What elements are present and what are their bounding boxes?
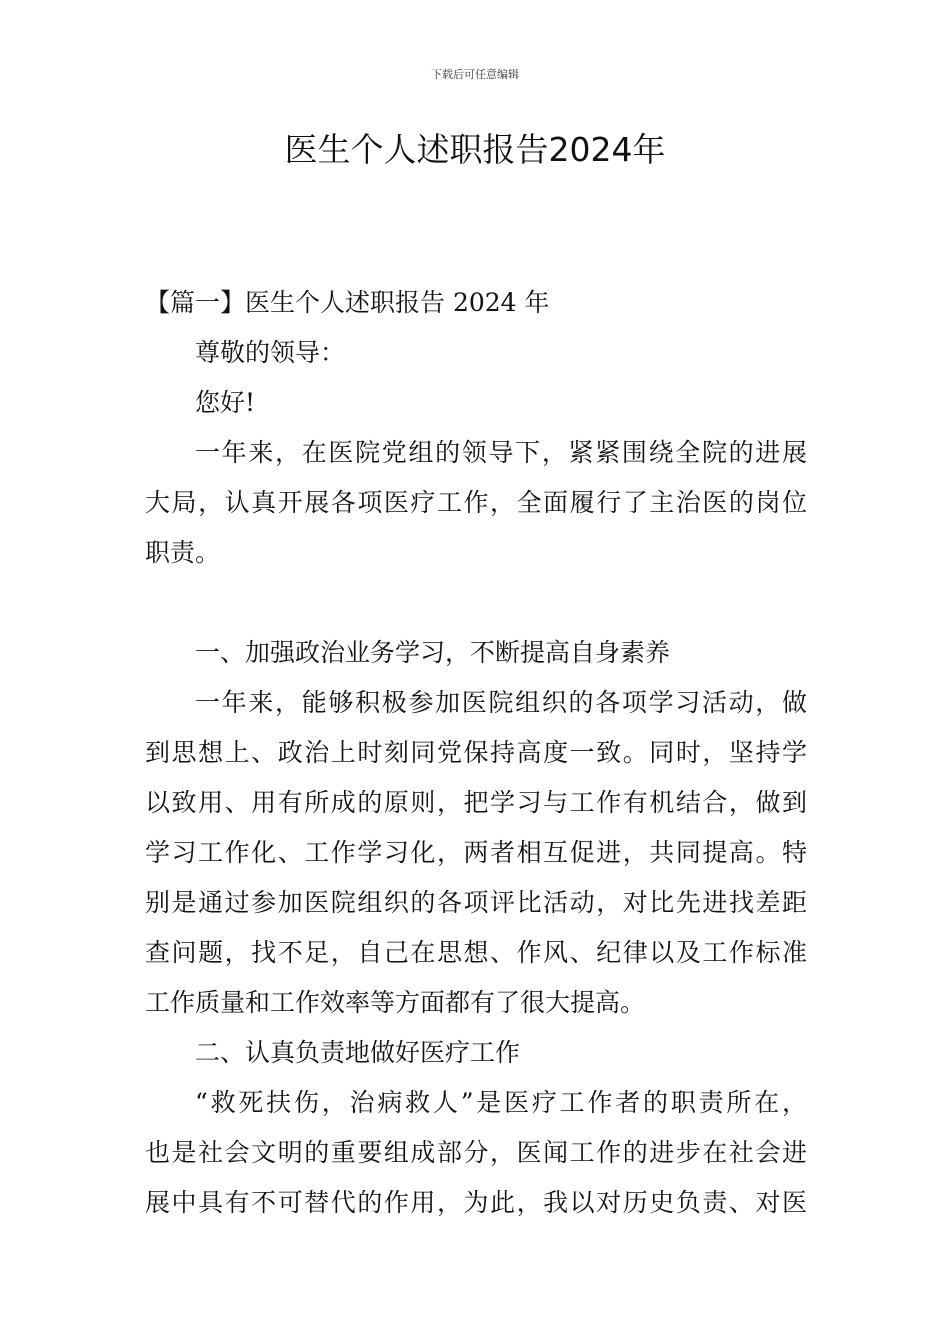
paragraph-spacer: [145, 578, 807, 628]
paragraph-2: [145, 1078, 807, 1228]
document-body: [145, 278, 807, 1228]
section-heading: 【篇一】医生个人述职报告 2024 年: [145, 288, 550, 317]
intro-paragraph: [145, 428, 807, 578]
paragraph-line: 查问题，找不足，自己在思想、作风、纪律以及工作标准: [145, 938, 807, 967]
paragraph-line: 也是社会文明的重要组成部分，医闻工作的进步在社会进: [145, 1138, 807, 1167]
section-heading-2: 二、认真负责地做好医疗工作: [195, 1038, 521, 1067]
paragraph-line: “救死扶伤，治病救人”是医疗工作者的职责所在，: [195, 1088, 807, 1117]
document-title: 医生个人述职报告2024年: [284, 130, 666, 169]
paragraph-line: 学习工作化、工作学习化，两者相互促进，共同提高。特: [145, 838, 807, 867]
paragraph-line: 一年来，能够积极参加医院组织的各项学习活动，做: [195, 688, 807, 717]
paragraph-line: 职责。: [145, 538, 221, 567]
paragraph-line: 工作质量和工作效率等方面都有了很大提高。: [145, 988, 646, 1017]
header-note: 下载后可任意编辑: [431, 68, 519, 81]
paragraph-line: 以致用、用有所成的原则，把学习与工作有机结合，做到: [145, 788, 807, 817]
section-heading-1: 一、加强政治业务学习，不断提高自身素养: [195, 638, 671, 667]
paragraph-line: 展中具有不可替代的作用，为此，我以对历史负责、对医: [145, 1188, 807, 1217]
paragraph-line: 一年来，在医院党组的领导下，紧紧围绕全院的进展: [195, 438, 807, 467]
paragraph-1: [145, 678, 807, 1028]
paragraph-line: 别是通过参加医院组织的各项评比活动，对比先进找差距: [145, 888, 807, 917]
paragraph-line: 到思想上、政治上时刻同党保持高度一致。同时，坚持学: [145, 738, 807, 767]
salutation: 尊敬的领导：: [195, 338, 346, 367]
greeting: 您好!: [195, 388, 256, 417]
paragraph-line: 大局，认真开展各项医疗工作，全面履行了主治医的岗位: [145, 488, 807, 517]
